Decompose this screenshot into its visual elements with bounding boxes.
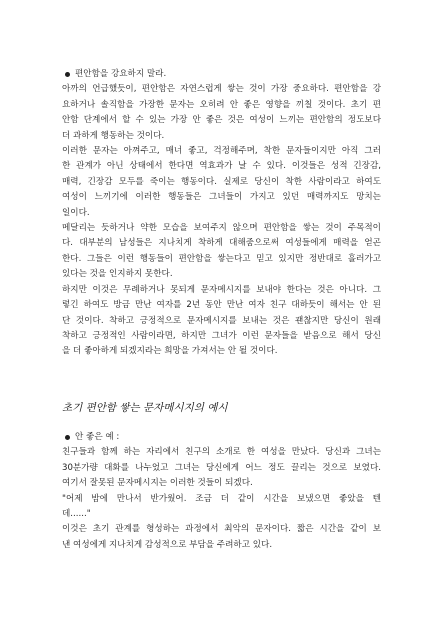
- paragraph-line: 이러한 문자는 아껴주고, 매너 좋고, 걱정해주며, 착한 문자들이지만 아직 그러: [62, 146, 381, 157]
- paragraph-line: 요하거나 솔직함을 가장한 문자는 오히려 안 좋은 영향을 끼칠 것이다. 초기 편: [62, 99, 381, 110]
- paragraph-line: 단 것이다. 착하고 긍정적으로 문자메시지를 보내는 것은 괜찮지만 당신이 원래: [62, 315, 381, 326]
- section-title: 초기 편안함 쌓는 문자메시지의 예시: [62, 402, 228, 414]
- paragraph-line: 여성이 느끼기에 이러한 행동들은 그녀들이 가지고 있던 매력까지도 망치는: [62, 192, 381, 203]
- quote-line: "어제 밤에 만나서 반가웠어. 조금 더 같이 시간을 보냈으면 좋았을 텐: [62, 493, 381, 504]
- quote-line: 데......": [62, 509, 91, 520]
- paragraph-line: 일이다.: [62, 207, 90, 218]
- paragraph-line: 있다는 것을 인지하지 못한다.: [62, 269, 173, 280]
- paragraph-line: 매력, 긴장감 모두를 죽이는 행동이다. 실제로 당신이 착한 사람이라고 하여도: [62, 176, 381, 187]
- bullet-heading-text: 편안함을 강요하지 말라.: [75, 69, 167, 79]
- paragraph-line: 메달리는 듯하거나 약한 모습을 보여주지 않으며 편안함을 쌓는 것이 주목적이: [62, 223, 381, 234]
- bullet-icon: [65, 72, 70, 77]
- paragraph-line: 이것은 초기 관계를 형성하는 과정에서 최악의 문자이다. 짧은 시간을 같이 보: [62, 524, 381, 535]
- paragraph-line: 착하고 긍정적인 사람이라면, 하지만 그녀가 이런 문자들을 받음으로 해서 당신: [62, 330, 381, 341]
- paragraph-line: 30분가량 대화를 나누었고 그녀는 당신에게 어느 정도 끌리는 것으로 보였다.: [62, 462, 381, 473]
- section-bad-example: [62, 430, 381, 553]
- paragraph-line: 더 과하게 행동하는 것이다.: [62, 130, 165, 141]
- paragraph-line: 을 더 좋아하게 되겠지라는 희망을 가져서는 안 될 것이다.: [62, 346, 278, 357]
- paragraph-line: 한다. 그들은 이런 행동들이 편안함을 쌓는다고 믿고 있지만 정반대로 흘러가고: [62, 253, 381, 264]
- paragraph-line: 렇긴 하여도 방금 만난 여자를 2년 동안 만난 여자 친구 대하듯이 해서는 안 된: [62, 300, 381, 311]
- paragraph-line: 아까의 언급했듯이, 편안함은 자연스럽게 쌓는 것이 가장 중요하다. 편안함을 강: [62, 84, 381, 95]
- paragraph-line: 여기서 잘못된 문자메시지는 이러한 것들이 되겠다.: [62, 478, 253, 489]
- bullet-icon: [65, 435, 70, 440]
- bullet-heading: [62, 67, 381, 82]
- section-dont-force-comfort: [62, 67, 381, 360]
- bullet-heading-text: 안 좋은 예 :: [75, 432, 120, 442]
- paragraph-line: 하지만 이것은 무례하거나 못되게 문자메시지를 보내야 한다는 것은 아니다. 그: [62, 284, 381, 295]
- paragraph-line: 안함 단계에서 할 수 있는 가장 안 좋은 것은 여성이 느끼는 편안함의 정도보다: [62, 115, 381, 126]
- bullet-heading: [62, 430, 381, 445]
- paragraph-line: 한 관계가 아닌 상태에서 한다면 역효과가 날 수 있다. 이것들은 성적 긴장감,: [62, 161, 381, 172]
- paragraph-line: 다. 대부분의 남성들은 지나치게 착하게 대해줌으로써 여성들에게 매력을 얻곤: [62, 238, 381, 249]
- paragraph-line: 친구들과 함께 하는 자리에서 친구의 소개로 한 여성을 만났다. 당신과 그녀는: [62, 447, 381, 458]
- paragraph-line: 낸 여성에게 지나치게 감성적으로 부담을 주려하고 있다.: [62, 539, 273, 550]
